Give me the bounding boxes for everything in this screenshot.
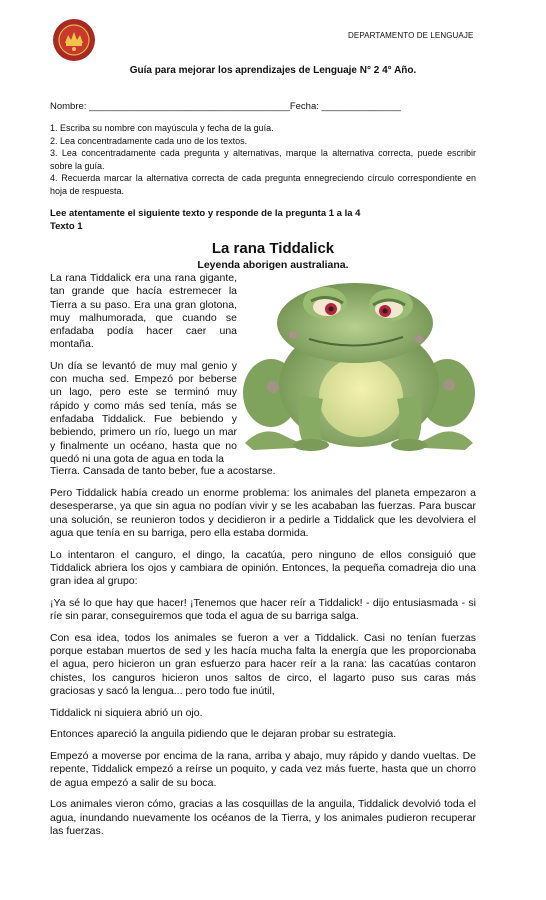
instruction-item: 4. Recuerda marcar la alternativa correcta de cada pregunta ennegreciendo círculo correspondiente en hoja de respuesta. bbox=[50, 173, 476, 196]
reading-instruction: Lee atentamente el siguiente texto y responde de la pregunta 1 a la 4 bbox=[50, 208, 361, 219]
story-body bbox=[50, 487, 476, 847]
school-logo bbox=[52, 18, 96, 62]
story-paragraph: Con esa idea, todos los animales se fueron a ver a Tiddalick. Casi no tenían fuerzas porque estaban muertos de sed y les hacía mucha falta la energía que les proporcionaba el agua, pero hicieron un gran esfuerzo para hacer reír a la rana: las cacatúas contaron chistes, los canguros hicieron unos saltos de circo, el lagarto puso sus caras más graciosas y sacó la lengua... pero todo fue inútil, bbox=[50, 631, 476, 698]
story-paragraph: Pero Tiddalick había creado un enorme problema: los animales del planeta empezaron a desesperarse, ya que sin agua no podían vivir y se les acababan las fuerzas. Para buscar una solución, se reunieron todos y decidieron ir a pedirle a Tiddalick que les devolviera el agua que tenía en su barriga, pero ella estaba dormida. bbox=[50, 487, 476, 539]
department-label: DEPARTAMENTO DE LENGUAJE bbox=[348, 31, 474, 40]
story-paragraph: ¡Ya sé lo que hay que hacer! ¡Tenemos que hacer reír a Tiddalick! - dijo entusiasmada - si ríe sin parar, conseguiremos que toda el agua de su barriga salga. bbox=[50, 596, 476, 623]
story-paragraph-tail: Tierra. Cansada de tanto beber, fue a acostarse. bbox=[50, 465, 276, 477]
story-paragraph: Tiddalick ni siquiera abrió un ojo. bbox=[50, 706, 203, 719]
instruction-item: 1. Escriba su nombre con mayúscula y fecha de la guía. bbox=[50, 123, 274, 133]
story-subtitle: Leyenda aborigen australiana. bbox=[197, 259, 349, 271]
date-field[interactable]: Fecha: _______________ bbox=[289, 101, 401, 112]
story-paragraph: Empezó a moverse por encima de la rana, arriba y abajo, muy rápido y dando vueltas. De repente, Tiddalick empezó a reírse un poquito, y cada vez más fuerte, hasta que un chorro de agua empezó a salir de su boca. bbox=[50, 750, 476, 789]
story-paragraph: Los animales vieron cómo, gracias a las cosquillas de la anguila, Tiddalick devolvió toda el agua, inundando nuevamente los océanos de la Tierra, y los animales pudieron recuperar las fuerzas. bbox=[50, 798, 476, 837]
story-paragraph: Entonces apareció la anguila pidiendo que le dejaran probar su estrategia. bbox=[50, 728, 397, 741]
instruction-item: 2. Lea concentradamente cada uno de los textos. bbox=[50, 135, 248, 146]
story-paragraph: Un día se levantó de muy mal genio y con mucha sed. Empezó por beberse un lago, pero este se terminó muy rápido y como más sed tenía, más se enfadaba Tiddalick. Fue bebiendo y bebiendo, primero un río, luego un mar y finalmente un océano, hasta que no quedó ni una gota de agua en toda la bbox=[50, 359, 237, 465]
name-date-line bbox=[50, 101, 401, 112]
story-title: La rana Tiddalick bbox=[211, 240, 335, 257]
guide-title: Guía para mejorar los aprendizajes de Lenguaje N° 2 4° Año. bbox=[129, 65, 417, 76]
story-paragraph: Lo intentaron el canguro, el dingo, la cacatúa, pero ninguno de ellos consiguió que Tiddalick abriera los ojos y cambiara de opinión. Entonces, la pequeña comadreja dio una gran idea al grupo: bbox=[50, 548, 476, 588]
instructions-list bbox=[50, 122, 476, 197]
instruction-item: 3. Lea concentradamente cada pregunta y alternativas, marque la alternativa correcta, puede escribir sobre la guía. bbox=[50, 148, 476, 171]
reading-heading bbox=[50, 208, 360, 233]
story-column-text bbox=[50, 272, 237, 474]
frog-illustration bbox=[243, 275, 475, 455]
name-field[interactable]: Nombre: ______________________________________ bbox=[50, 101, 290, 112]
story-paragraph: La rana Tiddalick era una rana gigante, tan grande que hacía estremecer la Tierra a su paso. Era una gran glotona, muy malhumorada, que cuando se enfadaba podía hacer caer una montaña. bbox=[50, 272, 237, 351]
text-label: Texto 1 bbox=[50, 220, 83, 232]
